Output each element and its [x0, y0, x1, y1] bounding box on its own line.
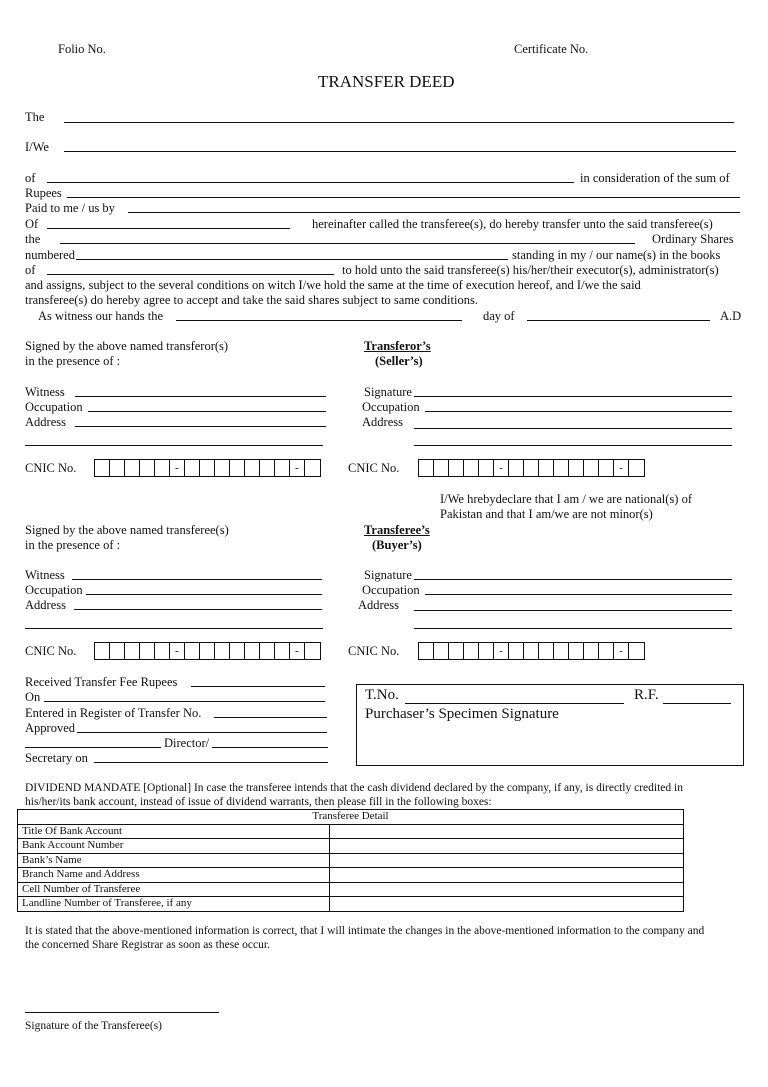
- cnic-dash: -: [290, 460, 305, 476]
- buyer-cnic-label: CNIC No.: [348, 644, 400, 658]
- transferor-witness-cnic-boxes[interactable]: [94, 459, 321, 477]
- certificate-label: Certificate No.: [514, 42, 589, 56]
- of-label-2: Of: [25, 217, 39, 231]
- transferee-witness-line[interactable]: [72, 579, 322, 580]
- the-line[interactable]: [64, 122, 734, 123]
- of-label-3: of: [25, 263, 36, 277]
- bank-row-label: Branch Name and Address: [18, 868, 330, 883]
- buyer-occupation-line[interactable]: [425, 594, 732, 595]
- transferor-signed-by: Signed by the above named transferor(s): [25, 339, 229, 353]
- buyer-address-line-1[interactable]: [414, 610, 732, 611]
- iwe-label: I/We: [25, 140, 49, 154]
- numbered-label: numbered: [25, 248, 75, 262]
- of-line-3[interactable]: [47, 274, 334, 275]
- buyer-signature-line[interactable]: [414, 579, 732, 580]
- standing-text: standing in my / our name(s) in the books: [512, 248, 721, 262]
- approved-line[interactable]: [77, 732, 327, 733]
- assigns-text: and assigns, subject to the several conditions on witch I/we hold the same at the time of execution hereof, and I/we the said: [25, 278, 641, 292]
- on-line[interactable]: [44, 701, 325, 702]
- director-line-2[interactable]: [212, 747, 328, 748]
- page-title: TRANSFER DEED: [318, 72, 455, 91]
- declaration-line-2: Pakistan and that I am/we are not minor(s): [440, 507, 653, 521]
- bank-row-value[interactable]: [330, 824, 684, 839]
- director-label: Director/: [164, 736, 210, 750]
- buyer-signature-label: Signature: [364, 568, 412, 582]
- the-label-2: the: [25, 232, 41, 246]
- transferee-heading: Transferee’s: [364, 523, 430, 537]
- dividend-line-2: his/her/its bank account, instead of issue of dividend warrants, then please fill in the following boxes:: [25, 796, 492, 808]
- transferor-address-line-1[interactable]: [75, 426, 326, 427]
- the-label: The: [25, 110, 45, 124]
- cnic-dash: -: [614, 643, 629, 659]
- rf-label: R.F.: [634, 687, 659, 703]
- paid-label: Paid to me / us by: [25, 201, 115, 215]
- transferor-heading: Transferor’s: [364, 339, 431, 353]
- transferee-presence: in the presence of :: [25, 538, 121, 552]
- consideration-text: in consideration of the sum of: [580, 171, 730, 185]
- witness-date-line[interactable]: [176, 320, 462, 321]
- bank-row-label: Bank’s Name: [18, 853, 330, 868]
- buyer-address-line-2[interactable]: [414, 628, 732, 629]
- table-row: [18, 897, 684, 912]
- transferor-witness-label: Witness: [25, 385, 65, 399]
- transferor-occupation-label: Occupation: [25, 400, 83, 414]
- cnic-dash: -: [494, 643, 509, 659]
- seller-cnic-boxes[interactable]: [418, 459, 645, 477]
- table-row: [18, 882, 684, 897]
- statement-line-2: the concerned Share Registrar as soon as these occur.: [25, 939, 270, 951]
- transferee-occupation-line[interactable]: [86, 594, 322, 595]
- iwe-line[interactable]: [64, 151, 736, 152]
- of-label-1: of: [25, 171, 36, 185]
- bank-row-value[interactable]: [330, 897, 684, 912]
- declaration-line-1: I/We hrebydeclare that I am / we are national(s) of: [440, 492, 692, 506]
- seller-signature-label: Signature: [364, 385, 412, 399]
- approved-label: Approved: [25, 721, 75, 735]
- bank-row-value[interactable]: [330, 839, 684, 854]
- table-row: [18, 824, 684, 839]
- specimen-signature-box[interactable]: [356, 684, 744, 766]
- seller-signature-line[interactable]: [414, 396, 732, 397]
- secretary-line[interactable]: [94, 762, 328, 763]
- bank-row-value[interactable]: [330, 882, 684, 897]
- director-line[interactable]: [25, 747, 161, 748]
- dividend-line-1: DIVIDEND MANDATE [Optional] In case the transferee intends that the cash dividend declared by the company, if any, is directly credited in: [25, 782, 683, 794]
- table-row: [18, 839, 684, 854]
- statement-line-1: It is stated that the above-mentioned information is correct, that I will intimate the changes in the above-mentioned information to the company and: [25, 925, 705, 937]
- witness-hands-text: As witness our hands the: [38, 309, 163, 323]
- bank-row-label: Landline Number of Transferee, if any: [18, 897, 330, 912]
- transferor-address-label: Address: [25, 415, 66, 429]
- day-of-text: day of: [483, 309, 515, 323]
- buyer-address-label: Address: [358, 598, 399, 612]
- transferor-witness-cnic-label: CNIC No.: [25, 461, 77, 475]
- bank-row-label: Cell Number of Transferee: [18, 882, 330, 897]
- tno-line[interactable]: [405, 703, 624, 704]
- table-row: [18, 868, 684, 883]
- transferee-signature-line[interactable]: [25, 1012, 219, 1013]
- to-hold-text: to hold unto the said transferee(s) his/her/their executor(s), administrator(s): [342, 263, 719, 277]
- cnic-dash: -: [170, 460, 185, 476]
- folio-label: Folio No.: [58, 42, 106, 56]
- bank-details-table: [17, 809, 684, 912]
- shares-line[interactable]: [60, 243, 635, 244]
- day-of-line[interactable]: [527, 320, 710, 321]
- rupees-line[interactable]: [67, 197, 740, 198]
- of-line-1[interactable]: [47, 182, 574, 183]
- hereinafter-text: hereinafter called the transferee(s), do hereby transfer unto the said transferee(s): [312, 217, 713, 231]
- transferee-sub: (Buyer’s): [372, 538, 422, 552]
- bank-row-label: Bank Account Number: [18, 839, 330, 854]
- of-line-2[interactable]: [47, 228, 290, 229]
- bank-table-header: Transferee Detail: [18, 810, 684, 825]
- seller-address-label: Address: [362, 415, 403, 429]
- seller-occupation-line[interactable]: [425, 411, 732, 412]
- transferee-address-label: Address: [25, 598, 66, 612]
- table-row: [18, 853, 684, 868]
- transferee-address-line-2[interactable]: [25, 628, 323, 629]
- transferee-witness-label: Witness: [25, 568, 65, 582]
- transferee-witness-cnic-label: CNIC No.: [25, 644, 77, 658]
- entered-line[interactable]: [214, 717, 327, 718]
- seller-address-line-2[interactable]: [414, 445, 732, 446]
- transferee-signed-by: Signed by the above named transferee(s): [25, 523, 229, 537]
- bank-row-value[interactable]: [330, 868, 684, 883]
- transferee-occupation-label: Occupation: [25, 583, 83, 597]
- ad-text: A.D: [720, 309, 742, 323]
- transferor-sub: (Seller’s): [375, 354, 423, 368]
- transferor-witness-line[interactable]: [75, 396, 326, 397]
- agree-text: transferee(s) do hereby agree to accept and take the said shares subject to same conditions.: [25, 293, 478, 307]
- transferee-witness-cnic-boxes[interactable]: [94, 642, 321, 660]
- numbered-line[interactable]: [76, 259, 508, 260]
- fee-label: Received Transfer Fee Rupees: [25, 675, 178, 689]
- transferee-address-line-1[interactable]: [74, 609, 322, 610]
- bank-row-label: Title Of Bank Account: [18, 824, 330, 839]
- specimen-signature-label: Purchaser’s Specimen Signature: [365, 706, 559, 722]
- cnic-dash: -: [170, 643, 185, 659]
- cnic-dash: -: [290, 643, 305, 659]
- rf-line[interactable]: [663, 703, 731, 704]
- ordinary-shares-text: Ordinary Shares: [652, 232, 734, 246]
- cnic-dash: -: [494, 460, 509, 476]
- entered-label: Entered in Register of Transfer No.: [25, 706, 202, 720]
- transferor-address-line-2[interactable]: [25, 445, 323, 446]
- buyer-cnic-boxes[interactable]: [418, 642, 645, 660]
- fee-line[interactable]: [191, 686, 325, 687]
- transferor-presence: in the presence of :: [25, 354, 121, 368]
- paid-line[interactable]: [128, 212, 740, 213]
- seller-address-line-1[interactable]: [414, 428, 732, 429]
- transferor-occupation-line[interactable]: [88, 411, 326, 412]
- secretary-label: Secretary on: [25, 751, 88, 765]
- bank-row-value[interactable]: [330, 853, 684, 868]
- seller-cnic-label: CNIC No.: [348, 461, 400, 475]
- tno-label: T.No.: [365, 687, 399, 703]
- transferee-signature-label: Signature of the Transferee(s): [25, 1020, 163, 1032]
- seller-occupation-label: Occupation: [362, 400, 420, 414]
- cnic-dash: -: [614, 460, 629, 476]
- rupees-label: Rupees: [25, 186, 62, 200]
- on-label: On: [25, 690, 41, 704]
- buyer-occupation-label: Occupation: [362, 583, 420, 597]
